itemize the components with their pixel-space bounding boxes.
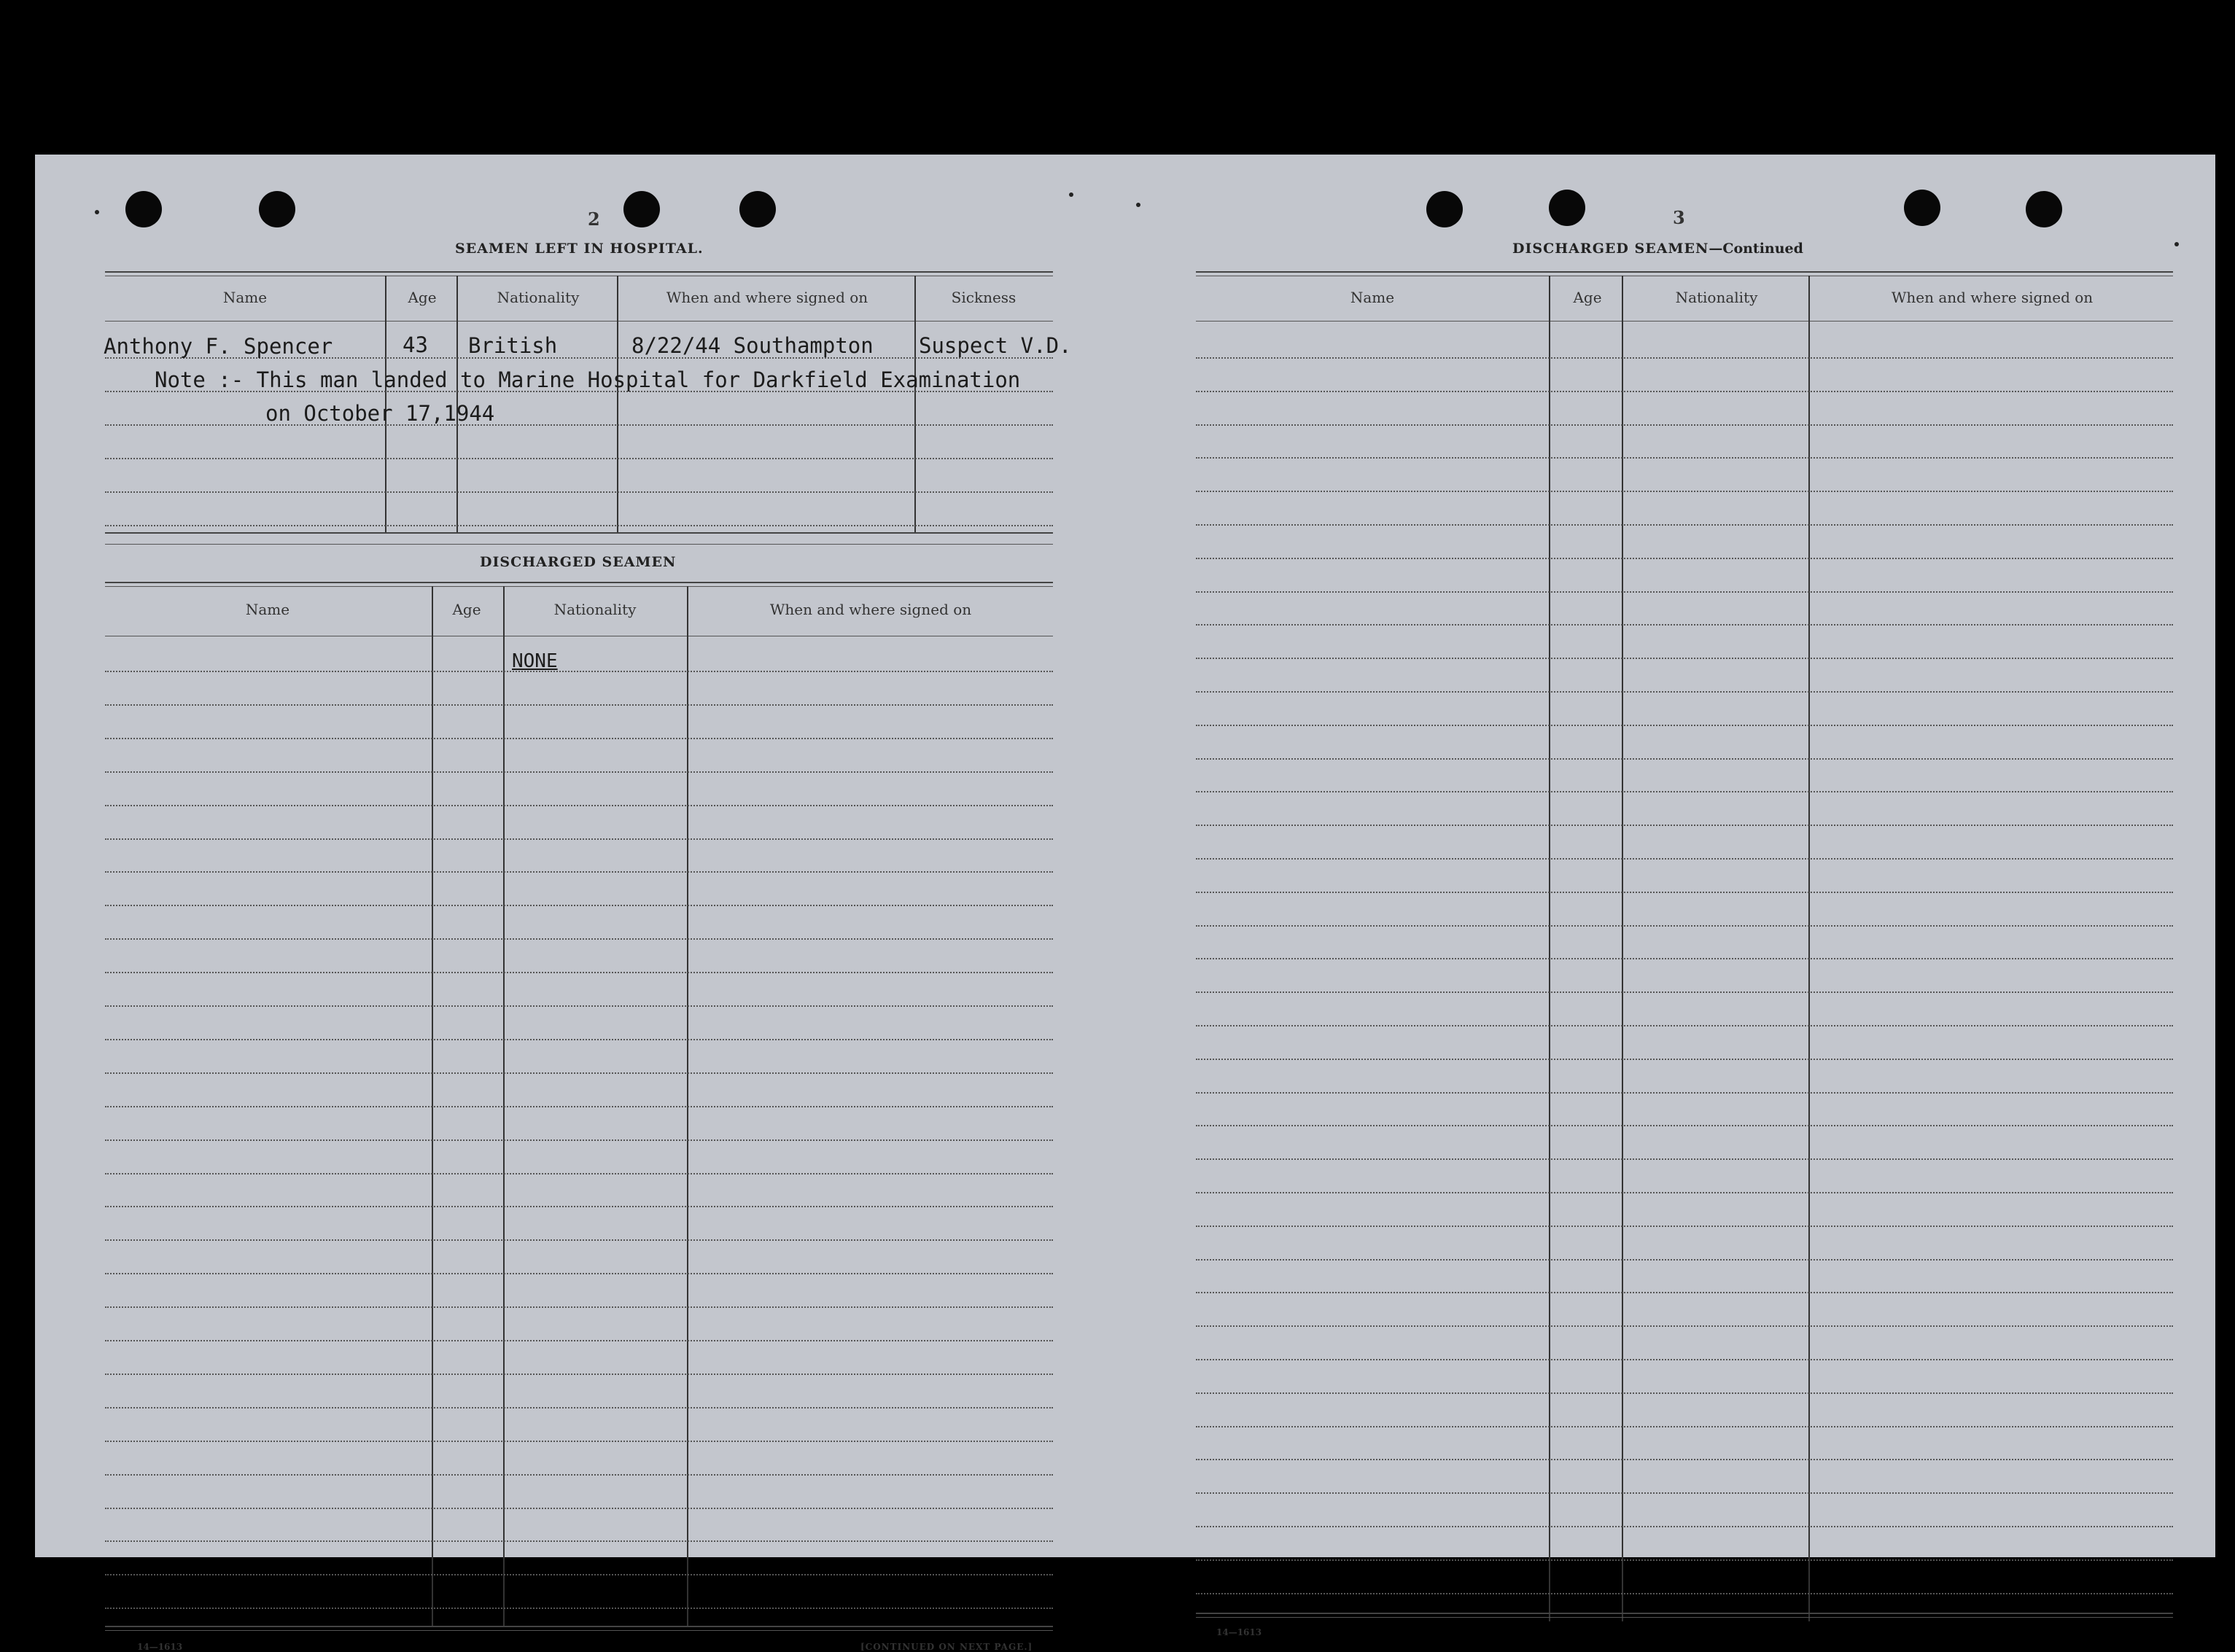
speck: [1136, 203, 1140, 207]
row-line: [1196, 624, 2173, 626]
row-line: [105, 704, 1053, 706]
row-line: [105, 1072, 1053, 1074]
row-line: [1196, 1226, 2173, 1227]
row-line: [105, 1474, 1053, 1476]
row-line: [1196, 591, 2173, 593]
col-header-name: Name: [222, 289, 268, 306]
col-divider: [1549, 276, 1550, 1621]
row-line: [1196, 1593, 2173, 1594]
entry-nationality: British: [468, 333, 558, 358]
row-line: [105, 1306, 1053, 1308]
row-line: [105, 1407, 1053, 1409]
row-line: [1196, 491, 2173, 492]
entry-signed-on: 8/22/44 Southampton: [631, 333, 874, 358]
row-line: [1196, 391, 2173, 392]
row-line: [1196, 791, 2173, 792]
col-divider: [1808, 276, 1810, 1621]
right-bottom-rule: [1196, 1617, 2173, 1618]
form-code: 14—1613: [137, 1642, 183, 1652]
row-line: [105, 525, 1053, 526]
page-number: 2: [588, 209, 600, 230]
row-line: [105, 1273, 1053, 1274]
row-line: [105, 458, 1053, 459]
row-line: [105, 771, 1053, 773]
row-line: [105, 738, 1053, 739]
col-header-nationality: Nationality: [1675, 289, 1758, 306]
row-line: [1196, 892, 2173, 893]
entry-nationality-none: NONE: [512, 650, 558, 672]
speck: [2174, 242, 2179, 246]
row-line: [105, 1039, 1053, 1040]
discharged-bottom-rule: [105, 1630, 1053, 1631]
row-line: [105, 1508, 1053, 1509]
continued-suffix: —Continued: [1709, 241, 1803, 257]
row-line: [105, 972, 1053, 973]
row-line: [1196, 1125, 2173, 1126]
row-line: [1196, 457, 2173, 459]
discharged-rule: [105, 586, 1053, 587]
row-line: [1196, 758, 2173, 760]
entry-note: Note :- This man landed to Marine Hospital for Darkfield Examination: [155, 367, 1021, 392]
punch-hole: [1549, 190, 1585, 226]
punch-hole: [739, 191, 776, 227]
row-line: [105, 1206, 1053, 1207]
row-line: [1196, 1392, 2173, 1394]
col-header-signed-on: When and where signed on: [666, 289, 868, 306]
row-line: [1196, 691, 2173, 693]
row-line: [105, 1239, 1053, 1241]
row-line: [105, 1608, 1053, 1609]
row-line: [1196, 424, 2173, 426]
row-line: [105, 805, 1053, 806]
entry-name: Anthony F. Spencer: [104, 334, 333, 359]
row-line: [105, 1374, 1053, 1375]
col-header-age: Age: [408, 289, 437, 306]
discharged-rule: [105, 582, 1053, 583]
entry-note: on October 17,1944: [265, 401, 495, 426]
row-line: [105, 1173, 1053, 1174]
speck: [95, 210, 99, 214]
continued-note: [CONTINUED ON NEXT PAGE.]: [860, 1642, 1033, 1652]
row-line: [1196, 958, 2173, 959]
row-line: [105, 1106, 1053, 1107]
row-line: [1196, 1025, 2173, 1026]
row-line: [1196, 1192, 2173, 1193]
row-line: [1196, 1325, 2173, 1327]
col-header-nationality: Nationality: [553, 601, 637, 618]
row-line: [1196, 1526, 2173, 1527]
row-line: [105, 491, 1053, 493]
row-line: [105, 938, 1053, 940]
punch-hole: [125, 191, 162, 227]
right-bottom-rule: [1196, 1613, 2173, 1614]
punch-hole: [259, 191, 295, 227]
row-line: [1196, 1559, 2173, 1561]
row-line: [1196, 1092, 2173, 1094]
row-line: [1196, 925, 2173, 927]
col-header-name: Name: [1350, 289, 1395, 306]
col-divider: [617, 276, 618, 532]
continued-section-title-main: DISCHARGED SEAMEN: [1512, 241, 1709, 257]
col-divider: [1622, 276, 1623, 1621]
row-line: [1196, 858, 2173, 860]
punch-hole: [1904, 190, 1940, 226]
row-line: [1196, 658, 2173, 659]
col-header-signed-on: When and where signed on: [769, 601, 972, 618]
entry-sickness: Suspect V.D.: [919, 333, 1072, 358]
row-line: [105, 1441, 1053, 1442]
page-number: 3: [1673, 207, 1685, 228]
col-header-age: Age: [452, 601, 481, 618]
hospital-section-title: SEAMEN LEFT IN HOSPITAL.: [455, 241, 704, 257]
hospital-top-rule: [105, 271, 1053, 273]
row-line: [1196, 524, 2173, 526]
punch-hole: [2026, 191, 2062, 227]
row-line: [105, 905, 1053, 906]
row-line: [105, 1005, 1053, 1007]
speck: [1069, 192, 1073, 197]
row-line: [1196, 1292, 2173, 1293]
discharged-section-title: DISCHARGED SEAMEN: [480, 554, 677, 570]
row-line: [1196, 1259, 2173, 1261]
row-line: [1196, 725, 2173, 726]
row-line: [1196, 991, 2173, 993]
col-divider: [914, 276, 916, 532]
continued-section-title: [1512, 241, 1803, 257]
header-underline: [1196, 321, 2173, 322]
col-header-signed-on: When and where signed on: [1891, 289, 2094, 306]
row-line: [1196, 1459, 2173, 1460]
col-header-sickness: Sickness: [951, 289, 1017, 306]
row-line: [1196, 825, 2173, 826]
col-header-age: Age: [1573, 289, 1602, 306]
punch-hole: [623, 191, 660, 227]
row-line: [1196, 1059, 2173, 1060]
row-line: [1196, 558, 2173, 559]
header-underline: [105, 321, 1053, 322]
row-line: [105, 1574, 1053, 1575]
row-line: [1196, 357, 2173, 359]
row-line: [1196, 1158, 2173, 1160]
discharged-top-rule: [105, 544, 1053, 545]
discharged-bottom-rule: [105, 1626, 1053, 1627]
row-line: [105, 424, 1053, 426]
punch-hole: [1426, 191, 1463, 227]
row-line: [1196, 1359, 2173, 1360]
entry-age: 43: [403, 332, 428, 357]
row-line: [105, 871, 1053, 873]
hospital-bottom-rule: [105, 532, 1053, 534]
row-line: [105, 838, 1053, 840]
col-header-nationality: Nationality: [497, 289, 580, 306]
row-line: [1196, 1492, 2173, 1494]
row-line: [105, 1139, 1053, 1141]
right-top-rule: [1196, 271, 2173, 273]
row-line: [105, 671, 1053, 672]
col-header-name: Name: [245, 601, 290, 618]
row-line: [105, 1540, 1053, 1542]
row-line: [1196, 1426, 2173, 1427]
record-sheet: [35, 155, 2215, 1652]
row-line: [105, 1340, 1053, 1341]
form-code: 14—1613: [1216, 1627, 1262, 1637]
